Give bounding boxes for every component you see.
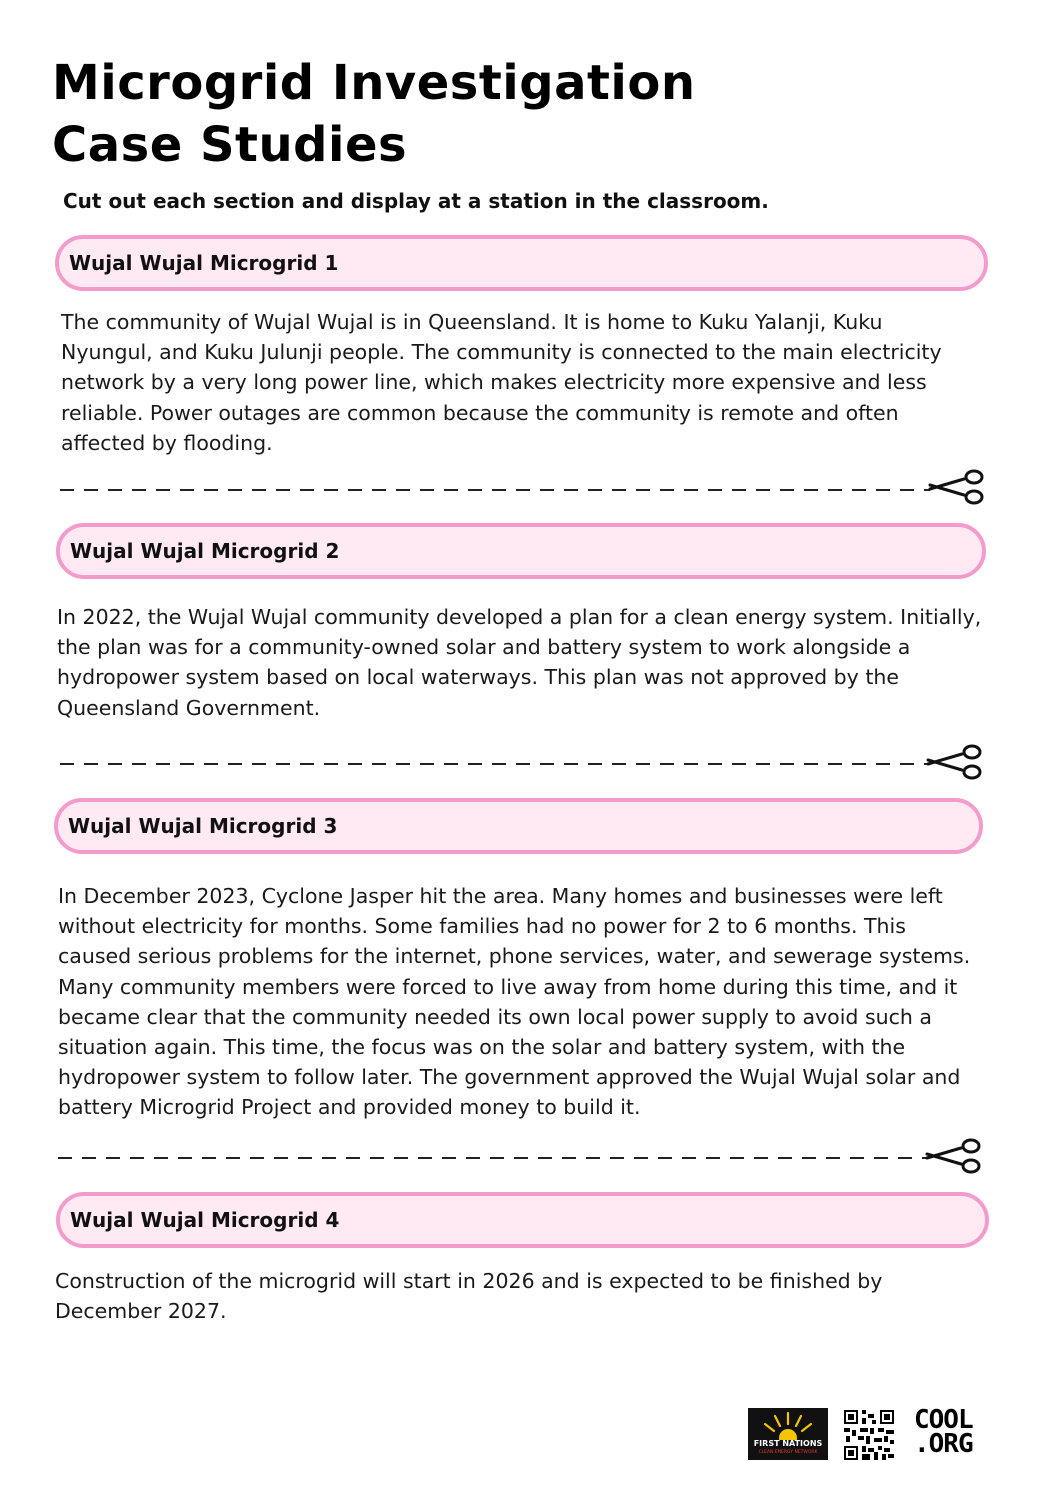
section-heading-1 [55, 235, 988, 291]
cool-org-logo [914, 1405, 990, 1459]
section-heading-label: Wujal Wujal Microgrid 3 [68, 814, 338, 838]
section-heading-3 [54, 798, 983, 854]
cut-line [58, 1157, 926, 1159]
title-line-2: Case Studies [52, 117, 408, 173]
section-body-1: The community of Wujal Wujal is in Queensland. It is home to Kuku Yalanji, Kuku Nyungul, and Kuku Julunji people. The community is connected to the main electricity network by a very long power line, which makes electricity more expensive and less reliable. Power outages are common because the community is remote and often affected by flooding. [61, 310, 942, 455]
scissors-icon [925, 1137, 983, 1175]
scissors-icon [926, 743, 984, 781]
section-body-4: Construction of the microgrid will start in 2026 and is expected to be finished by December 2027. [55, 1269, 883, 1324]
first-nations-logo [748, 1408, 828, 1460]
first-nations-label: FIRST NATIONS [753, 1439, 823, 1448]
title-line-1: Microgrid Investigation [52, 55, 696, 111]
page-title [52, 52, 696, 176]
section-heading-label: Wujal Wujal Microgrid 4 [70, 1208, 340, 1232]
section-body-3: In December 2023, Cyclone Jasper hit the area. Many homes and businesses were left without electricity for months. Some families had no power for 2 to 6 months. This caused serious problems for the internet, phone services, water, and sewerage systems. Many community members were forced to live away from home during this time, and it became clear that the community needed its own local power supply to avoid such a situation again. This time, the focus was on the solar and battery system, with the hydropower system to follow later. The government approved the Wujal Wujal solar and battery Microgrid Project and provided money to build it. [58, 884, 971, 1120]
cut-line [60, 489, 930, 491]
section-heading-label: Wujal Wujal Microgrid 2 [70, 539, 340, 563]
cut-line [60, 763, 928, 765]
cool-logo-line2: .ORG [914, 1429, 973, 1459]
qr-code-icon [844, 1410, 894, 1460]
scissors-icon [928, 468, 986, 506]
section-body-2: In 2022, the Wujal Wujal community developed a plan for a clean energy system. Initially, the plan was for a community-owned solar and battery system to work alongside a hydropower system based on local waterways. This plan was not approved by the Queensland Government. [57, 605, 982, 720]
footer-logos [748, 1406, 992, 1462]
first-nations-sublabel: CLEAN ENERGY NETWORK [758, 1450, 818, 1455]
section-heading-4 [56, 1192, 989, 1248]
section-heading-label: Wujal Wujal Microgrid 1 [69, 251, 339, 275]
section-heading-2 [56, 523, 986, 579]
cool-logo-line1: COOL [914, 1405, 973, 1435]
instruction-text: Cut out each section and display at a station in the classroom. [63, 189, 769, 213]
sun-icon [748, 1408, 828, 1440]
